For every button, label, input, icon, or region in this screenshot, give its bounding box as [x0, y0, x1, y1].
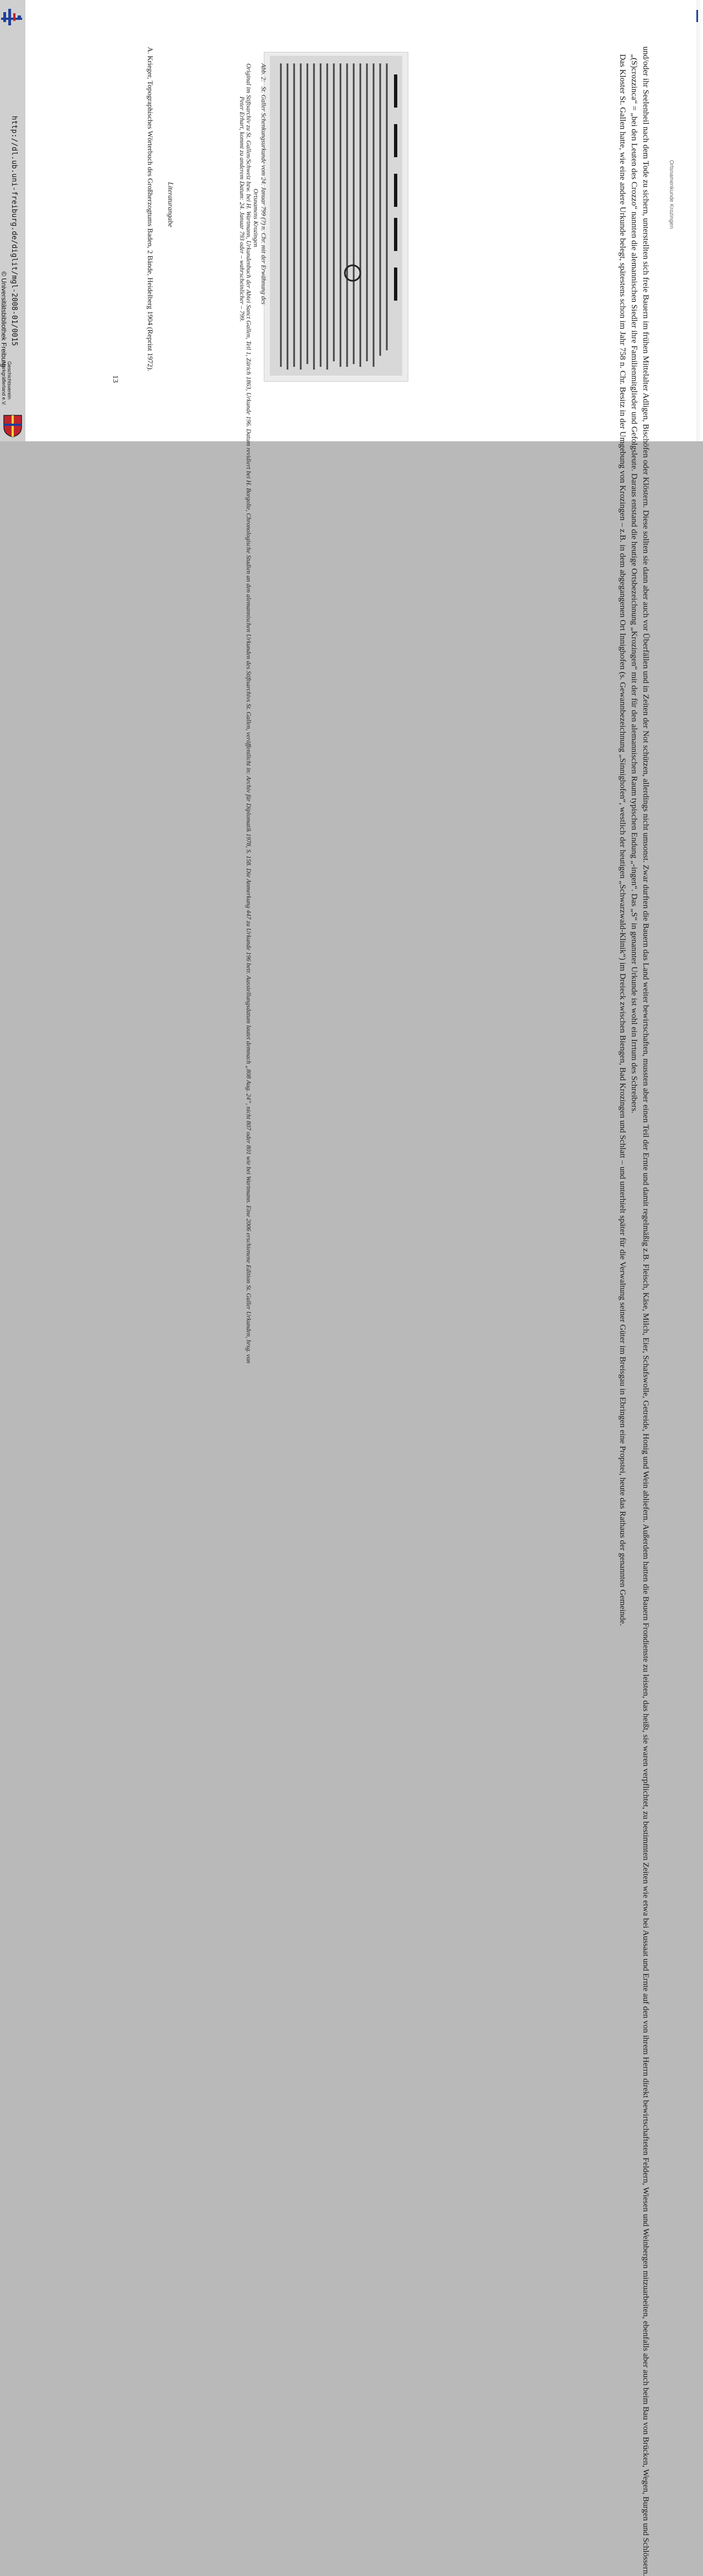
page-number: 13	[111, 375, 119, 383]
caption-notes: Original im Stiftsarchiv zu St. Gallen/Schweiz bzw. bei H. Wartmann, Urkundenbuch der Abtei Sanct Gallen, Teil 1, Zürich 1863, Urkunde 196. Datum revidiert bei H. Borgolte, Chronologische Studien an den alemannischen Urkunden des Stiftsarchivs St. Gallen, veröffentlicht in: Archiv für Diplomatik 1978, S. 158. Die Anmerkung 447 zu Urkunde 196 betr. Ausstellungsdatum lautet demnach „808 Aug. 24“, nicht 807 oder 801 wie bei Wartmann. Eine 2006 erschienene Edition St. Galler Urkunden, hrsg. von	[245, 63, 252, 1364]
caption-title-text: St. Galler Schenkungsurkunde vom 24. Januar 799 (?) n. Chr. mit der Erwähnung des	[260, 86, 267, 304]
body-text	[617, 46, 652, 2576]
manuscript-image	[264, 52, 408, 382]
manuscript-scan-icon	[264, 52, 408, 381]
library-logo-icon	[1, 7, 22, 29]
organization-line-2: Markgräflerland e.V.	[1, 361, 7, 406]
organization-line-1: Geschichtsverein	[7, 361, 12, 400]
paragraph-3: Das Kloster St. Gallen hatte, wie eine andere Urkunde belegt, spätestens schon im Jahr 758 n. Chr. Besitz in der Umgebung von Krozingen – z.B. in dem abgegangenen Ort Innighofen (s. Gewannbezeichnung „Sinnighofen“, westlich der heutigen „Schwarzwald-Klinik“) im Dreieck zwischen Biengen, Bad Krozingen und Schlatt – und unterhielt später für die Verwaltung seiner Güter im Breisgau in Ebringen eine Propstei, heute das Rathaus der genannten Gemeinde.	[618, 54, 627, 1626]
running-head: Ortsnamenkunde Krozingen	[668, 160, 674, 229]
caption-label: Abb. 2:	[260, 63, 267, 82]
caption-author-line: Peter Erhart, kommt zu anderem Datum: 24. Januar 793 oder – wahrscheinlicher – 799.	[238, 97, 245, 322]
organization-name	[1, 361, 12, 405]
figure-caption	[238, 63, 267, 1364]
paragraph-2: „(S)crozzinca“ = „bei den Leuten des Crozzo“ nannten die alemannischen Siedler ihre Familienmitglieder und Gefolgsleute. Daraus entstand die heutige Ortsbezeichnung „Krozingen“ mit der für den alemannischen Raum typischen Endung „-ingen“. Das „S“ in genannter Urkunde ist wohl ein Irrtum des Schreibers.	[630, 54, 639, 1114]
next-page-logo-icon	[696, 10, 702, 22]
next-page-edge	[696, 0, 703, 441]
caption-subtitle: Ortsnamens Krozingen	[252, 189, 259, 247]
literature-entry: A. Krieger, Topographisches Wörterbuch des Großherzogtums Baden, 2 Bände, Heidelberg 1904 (Reprint 1972).	[146, 47, 155, 372]
document-url[interactable]: http://dl.ub.uni-freiburg.de/diglit/mgl-2008-01/0015	[10, 116, 18, 346]
document-page	[25, 0, 703, 2576]
paragraph-1: und/oder ihr Seelenheil nach dem Tode zu sichern, unterstellten sich freie Bauern im frühen Mittelalter Adligen, Bischöfen oder Klöstern. Diese sollten sie dann aber auch vor Überfällen und in Zeiten der Not schützen, allerdings nicht umsonst. Zwar durften die Bauern das Land weiter bewirtschaften, mussten aber einen Teil der Ernte und damit regelmäßig z.B. Fleisch, Käse, Milch, Eier, Schafswolle, Getreide, Honig und Wein abliefern. Außerdem hatten die Bauern Frondienste zu leisten, das heißt, sie waren verpflichtet, zu bestimmten Zeiten wie etwa bei Aussaat und Ernte auf den von ihrem Herrn direkt bewirtschafteten Feldern, Wiesen und Weinbergen mitzuarbeiten, ebenfalls aber auch beim Bau von Brücken, Wegen, Burgen und Schlössern.	[641, 46, 651, 2576]
copyright-notice: © Universitätsbibliothek Freiburg	[0, 271, 8, 367]
society-crest-icon	[2, 414, 23, 438]
viewer-sidebar	[0, 0, 25, 441]
caption-title	[260, 63, 267, 372]
literature-heading: Literaturangabe	[167, 182, 174, 227]
